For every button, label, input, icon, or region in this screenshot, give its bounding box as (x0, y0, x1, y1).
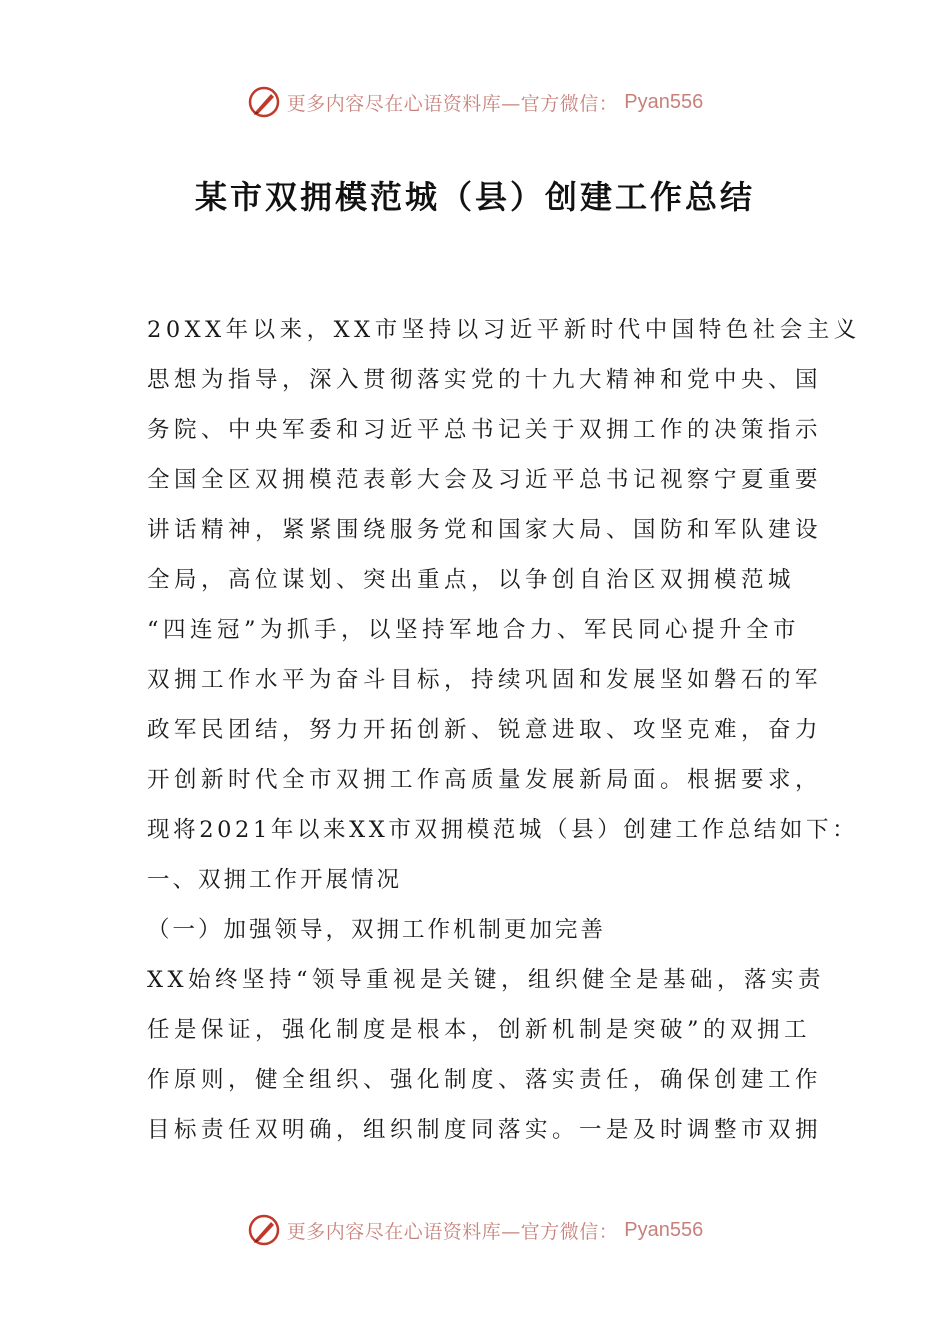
body-line: 思想为指导，深入贯彻落实党的十九大精神和党中央、国 (147, 367, 823, 393)
body-line: 任是保证，强化制度是根本，创新机制是突破”的双拥工 (147, 1017, 812, 1043)
body-line: 20XX年以来，XX市坚持以习近平新时代中国特色社会主义 (147, 317, 861, 343)
watermark-text: 更多内容尽在心语资料库—官方微信： (286, 1220, 619, 1243)
body-line: 全局，高位谋划、突出重点，以争创自治区双拥模范城 (147, 567, 796, 593)
watermark-banner-bottom (0, 1208, 950, 1252)
body-line: 全国全区双拥模范表彰大会及习近平总书记视察宁夏重要 (147, 467, 823, 493)
watermark-id: Pyan556 (624, 90, 704, 113)
body-line: 开创新时代全市双拥工作高质量发展新局面。根据要求， (147, 767, 823, 793)
subsection-heading: （一）加强领导，双拥工作机制更加完善 (147, 917, 607, 943)
body-line: 作原则，健全组织、强化制度、落实责任，确保创建工作 (147, 1067, 823, 1093)
body-line: 讲话精神，紧紧围绕服务党和国家大局、国防和军队建设 (147, 517, 823, 543)
body-line: 政军民团结，努力开拓创新、锐意进取、攻坚克难，奋力 (147, 717, 823, 743)
section-heading: 一、双拥工作开展情况 (147, 867, 403, 893)
watermark-banner-top (0, 80, 950, 124)
body-line: 现将2021年以来XX市双拥模范城（县）创建工作总结如下： (147, 817, 859, 843)
watermark-id: Pyan556 (624, 1218, 704, 1241)
body-line: 目标责任双明确，组织制度同落实。一是及时调整市双拥 (147, 1117, 823, 1143)
document-body (147, 305, 861, 1155)
body-line: 务院、中央军委和习近平总书记关于双拥工作的决策指示 (147, 417, 823, 443)
document-title: 某市双拥模范城（县）创建工作总结 (194, 178, 755, 216)
body-line: XX始终坚持“领导重视是关键，组织健全是基础，落实责 (147, 967, 826, 993)
body-line: 双拥工作水平为奋斗目标，持续巩固和发展坚如磐石的军 (147, 667, 823, 693)
watermark-text: 更多内容尽在心语资料库—官方微信： (286, 92, 619, 115)
quill-logo-icon (247, 1213, 281, 1247)
body-line: “四连冠”为抓手，以坚持军地合力、军民同心提升全市 (147, 617, 801, 643)
quill-logo-icon (247, 85, 281, 119)
